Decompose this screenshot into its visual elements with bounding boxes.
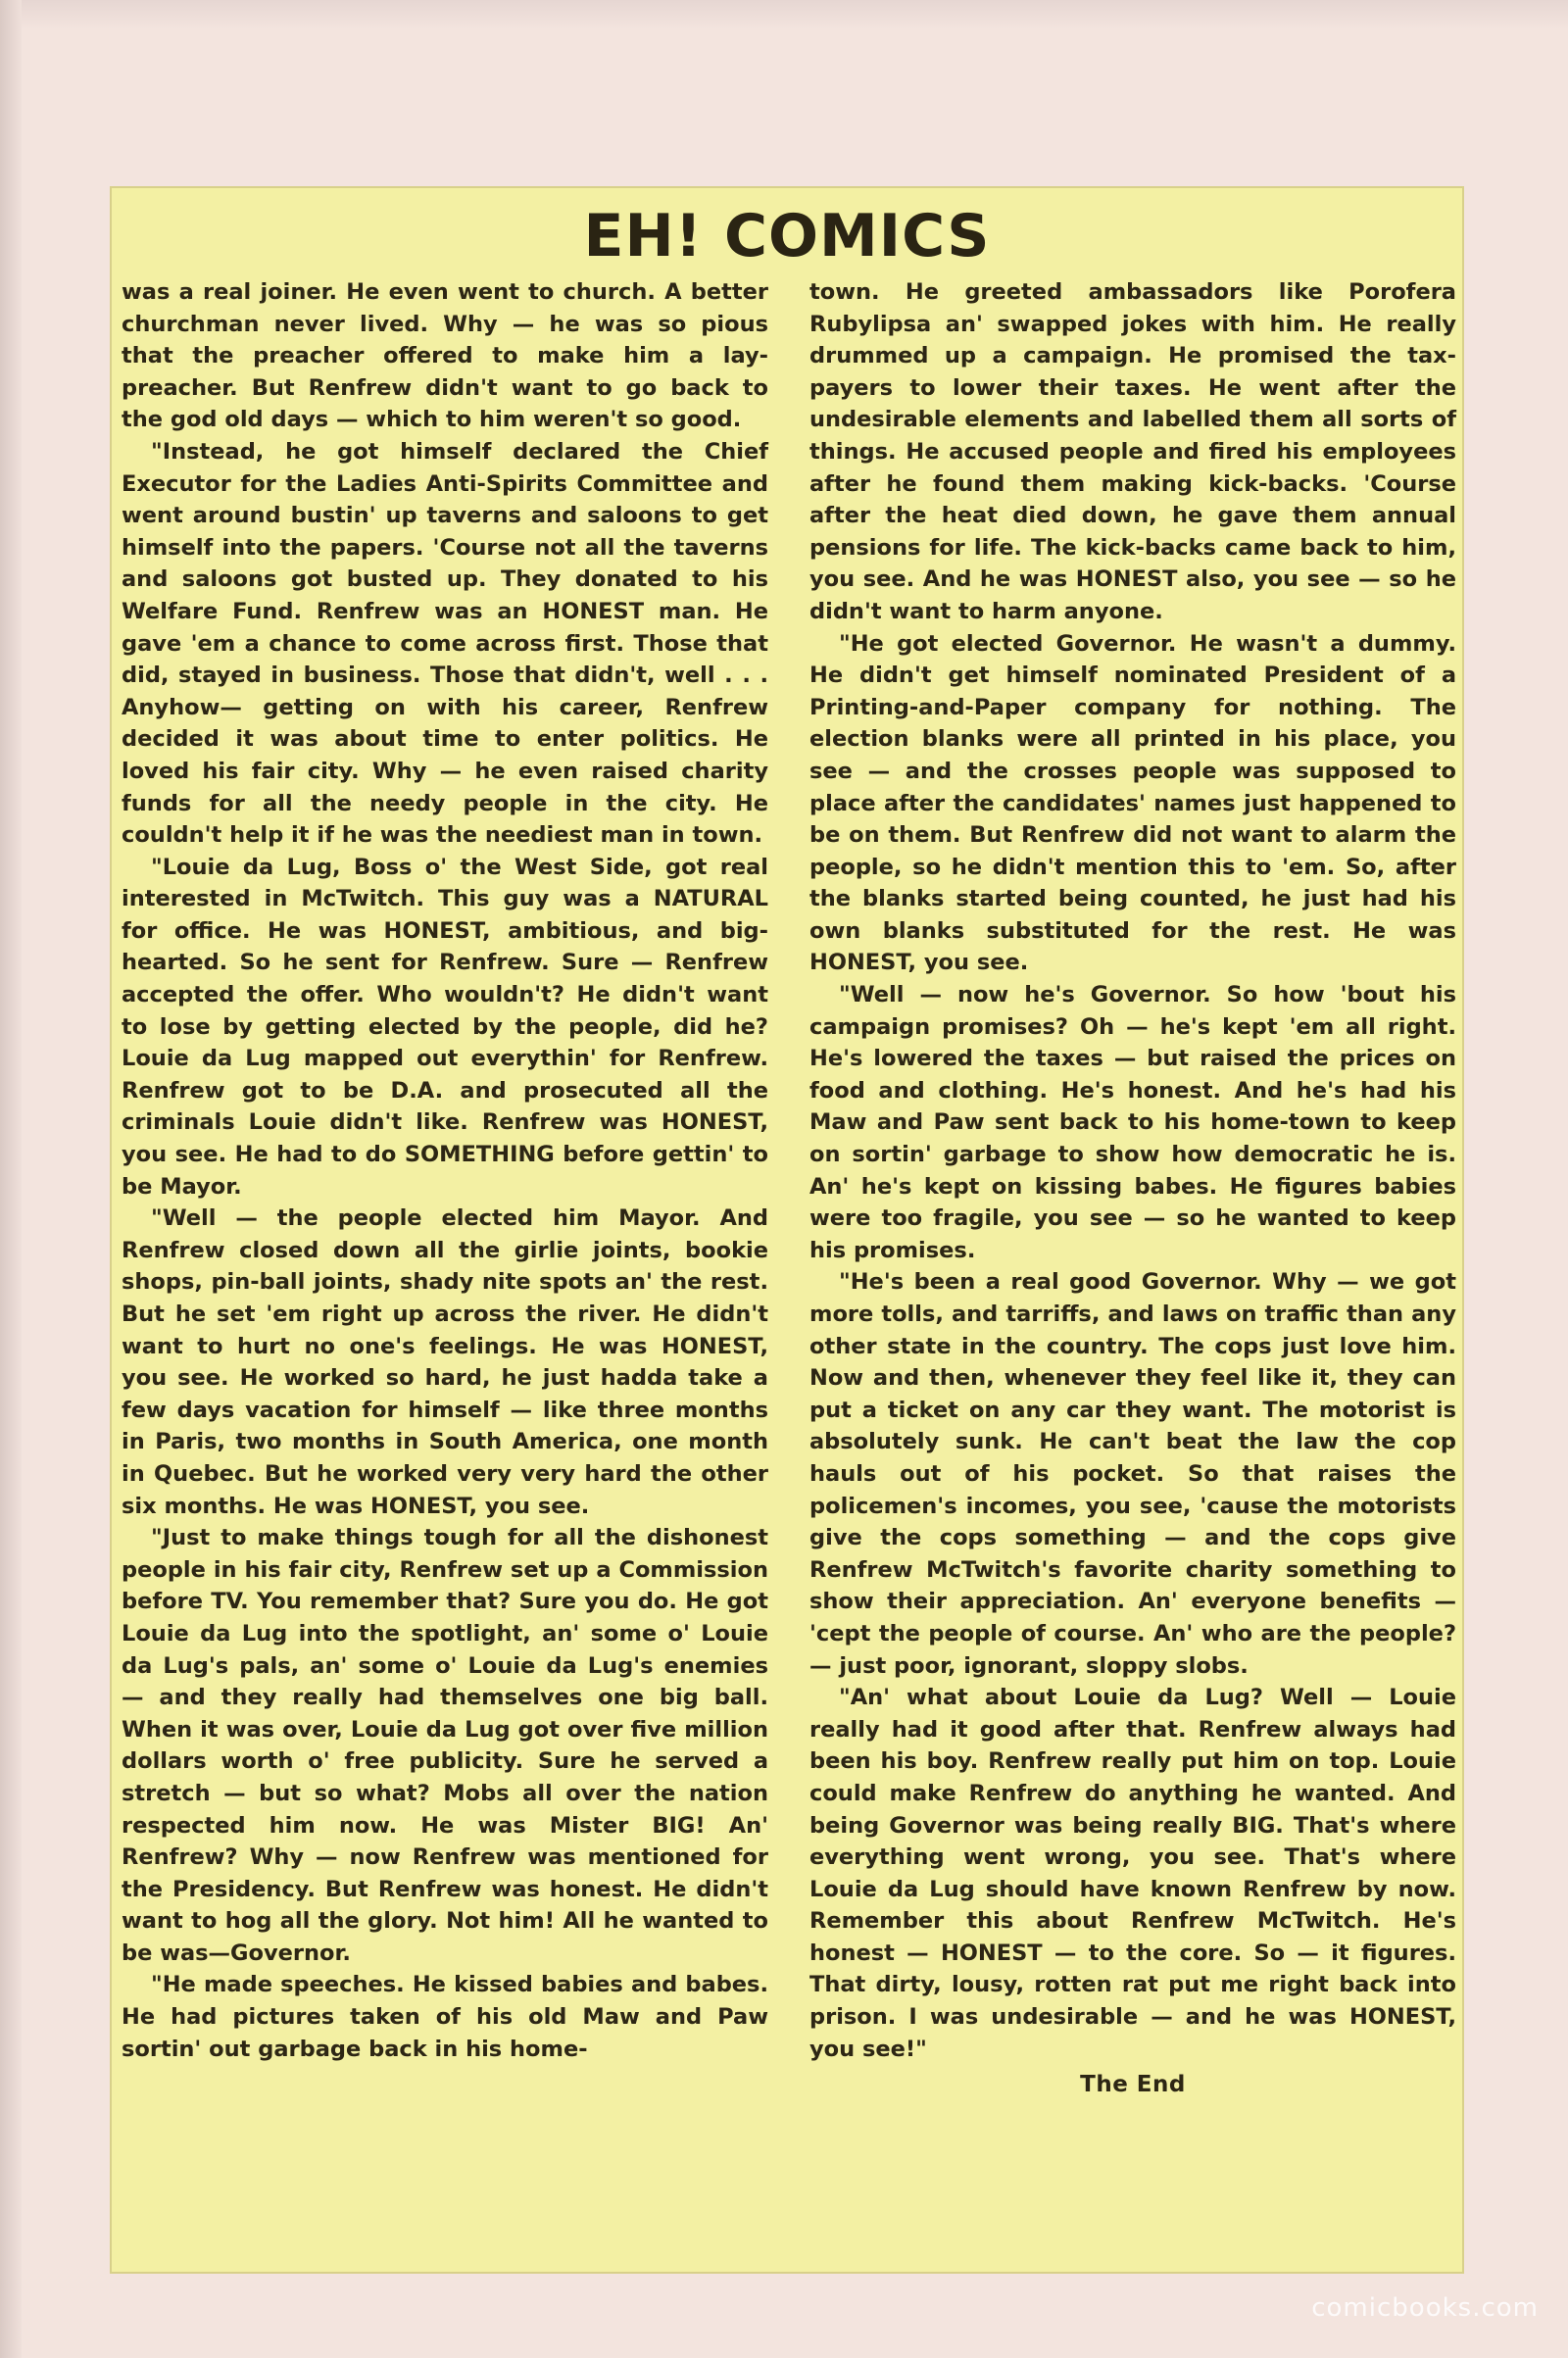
left-column bbox=[122, 276, 768, 2065]
paragraph: town. He greeted ambassadors like Porofera Rubylipsa an' swapped jokes with him. He really drummed up a campaign. He promised the tax-payers to lower their taxes. He went after the undesirable elements and labelled them all sorts of things. He accused people and fired his employees after he found them making kick-backs. 'Course after the heat died down, he gave them annual pensions for life. The kick-backs came back to him, you see. And he was HONEST also, you see — so he didn't want to harm anyone. bbox=[809, 279, 1456, 624]
paragraph: "An' what about Louie da Lug? Well — Louie really had it good after that. Renfrew always had been his boy. Renfrew really put him on top. Louie could make Renfrew do anything he wanted. And being Governor was being really BIG. That's where everything went wrong, you see. That's where Louie da Lug should have known Renfrew by now. Remember this about Renfrew McTwitch. He's honest — HONEST — to the core. So — it figures. That dirty, lousy, rotten rat put me right back into prison. I was undesirable — and he was HONEST, you see!" bbox=[809, 1685, 1456, 2062]
page-title: EH! COMICS bbox=[583, 202, 991, 270]
paragraph: "He's been a real good Governor. Why — we got more tolls, and tarriffs, and laws on traffic than any other state in the country. The cops just love him. Now and then, whenever they feel like it, they can put a ticket on any car they want. The motorist is absolutely sunk. He can't beat the law the cop hauls out of his pocket. So that raises the policemen's incomes, you see, 'cause the motorists give the cops something — and the cops give Renfrew McTwitch's favorite charity something to show their appreciation. An' everyone benefits — 'cept the people of course. An' who are the people? — just poor, ignorant, sloppy slobs. bbox=[809, 1269, 1456, 1679]
the-end-label: The End bbox=[1080, 2072, 1186, 2098]
page-edge-top bbox=[0, 0, 1568, 29]
paragraph: "Well — now he's Governor. So how 'bout his campaign promises? Oh — he's kept 'em all right. He's lowered the taxes — but raised the prices on food and clothing. He's honest. And he's had his Maw and Paw sent back to his home-town to keep on sortin' garbage to show how democratic he is. An' he's kept on kissing babes. He figures babies were too fragile, you see — so he wanted to keep his promises. bbox=[809, 982, 1456, 1263]
paragraph: was a real joiner. He even went to church. A better churchman never lived. Why — he was so pious that the preacher offered to make him a lay-preacher. But Renfrew didn't want to go back to the god old days — which to him weren't so good. bbox=[122, 279, 768, 433]
text-panel bbox=[110, 186, 1464, 2274]
right-column bbox=[809, 276, 1456, 2101]
paragraph: "Louie da Lug, Boss o' the West Side, got real interested in McTwitch. This guy was a NATURAL for office. He was HONEST, ambitious, and big-hearted. So he sent for Renfrew. Sure — Renfrew accepted the offer. Who wouldn't? He didn't want to lose by getting elected by the people, did he? Louie da Lug mapped out everythin' for Renfrew. Renfrew got to be D.A. and prosecuted all the criminals Louie didn't like. Renfrew was HONEST, you see. He had to do SOMETHING before gettin' to be Mayor. bbox=[122, 854, 768, 1200]
paragraph: "Instead, he got himself declared the Chief Executor for the Ladies Anti-Spirits Committee and went around bustin' up taverns and saloons to get himself into the papers. 'Course not all the taverns and saloons got busted up. They donated to his Welfare Fund. Renfrew was an HONEST man. He gave 'em a chance to come across first. Those that did, stayed in business. Those that didn't, well . . . Anyhow— getting on with his career, Renfrew decided it was about time to enter politics. He loved his fair city. Why — he even raised charity funds for all the needy people in the city. He couldn't help it if he was the neediest man in town. bbox=[122, 438, 768, 849]
page-edge-left bbox=[0, 0, 22, 2358]
paragraph: "Well — the people elected him Mayor. And Renfrew closed down all the girlie joints, bookie shops, pin-ball joints, shady nite spots an' the rest. But he set 'em right up across the river. He didn't want to hurt no one's feelings. He was HONEST, you see. He worked so hard, he just hadda take a few days vacation for himself — like three months in Paris, two months in South America, one month in Quebec. But he worked very very hard the other six months. He was HONEST, you see. bbox=[122, 1205, 768, 1519]
paragraph: "Just to make things tough for all the dishonest people in his fair city, Renfrew set up a Commission before TV. You remember that? Sure you do. He got Louie da Lug into the spotlight, an' some o' Louie da Lug's pals, an' some o' Louie da Lug's enemies — and they really had themselves one big ball. When it was over, Louie da Lug got over five million dollars worth o' free publicity. Sure he served a stretch — but so what? Mobs all over the nation respected him now. He was Mister BIG! An' Renfrew? Why — now Renfrew was mentioned for the Presidency. But Renfrew was honest. He didn't want to hog all the glory. Not him! All he wanted to be was—Governor. bbox=[122, 1525, 768, 1966]
paragraph: "He made speeches. He kissed babies and babes. He had pictures taken of his old Maw and Paw sortin' out garbage back in his home- bbox=[122, 1972, 768, 2062]
paragraph: "He got elected Governor. He wasn't a dummy. He didn't get himself nominated President of a Printing-and-Paper company for nothing. The election blanks were all printed in his place, you see — and the crosses people was supposed to place after the candidates' names just happened to be on them. But Renfrew did not want to alarm the people, so he didn't mention this to 'em. So, after the blanks started being counted, he just had his own blanks substituted for the rest. He was HONEST, you see. bbox=[809, 630, 1456, 976]
site-watermark: comicbooks.com bbox=[1311, 2293, 1539, 2323]
